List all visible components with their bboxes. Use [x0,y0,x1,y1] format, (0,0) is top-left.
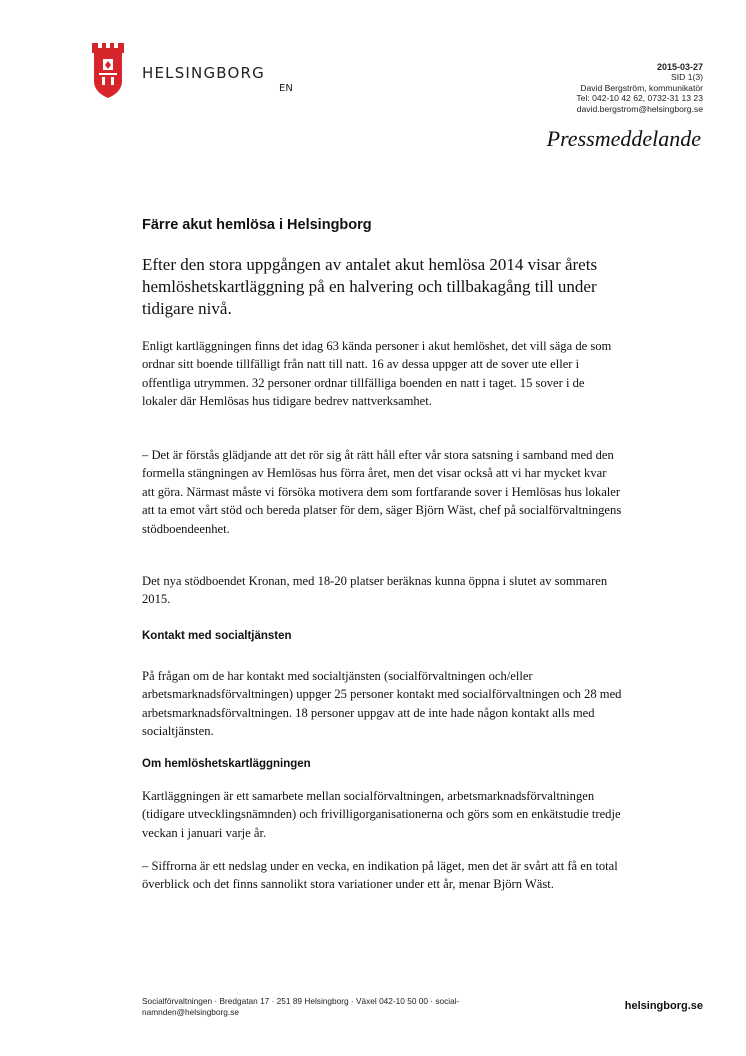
page-number: SID 1(3) [671,72,703,83]
document-date: 2015-03-27 [656,62,703,72]
section-heading: Kontakt med socialtjänsten [142,630,292,642]
contact-email: david.bergstrom@helsingborg.se [576,103,703,114]
body-paragraph: Kartläggningen är ett samarbete mellan socialförvaltningen, arbetsmarknadsförvaltningen (tidigare utvecklingsnämnden) och frivilligorganisationerna och görs som en enkätstudie tredje veckan i januari varje år. [142,789,621,840]
section-heading: Om hemlöshetskartläggningen [142,758,311,770]
body-paragraph: Enligt kartläggningen finns det idag 63 kända personer i akut hemlöshet, det vill säga de som ordnar sitt boende tillfälligt från natt till natt. 16 av dessa uppger att de sover ute eller i offentliga utrymmen. 32 personer ordnar tillfälliga boenden en natt i taget. 15 sover i de lokaler där Hemlösas hus tidigare bedrev nattverksamhet. [142,339,612,409]
document-type: Pressmeddelande [546,126,701,151]
document-meta [576,62,703,114]
footer-address [142,996,522,1017]
brand-name: HELSINGBORG [142,64,265,82]
contact-name: David Bergström, kommunikatör [580,82,703,93]
footer-address-line: namnden@helsingborg.se [142,1006,239,1017]
body-paragraph: – Siffrorna är ett nedslag under en vecka, en indikation på läget, men det är svårt att få en total överblick och det finns sannolikt stora variationer under ett år, menar Björn Wäst. [142,859,618,892]
brand-subtitle: EN [279,83,293,94]
article-lead: Efter den stora uppgången av antalet akut hemlösa 2014 visar årets hemlöshetskartläggning på en halvering och tillbakagång till under tidigare nivå. [142,255,598,318]
footer-website-link[interactable]: helsingborg.se [624,1000,703,1012]
body-paragraph: På frågan om de har kontakt med socialtjänsten (socialförvaltningen och/eller arbetsmarknadsförvaltningen) uppger 25 personer kontakt med socialförvaltningen och 28 med arbetsmarknadsförvaltningen. 18 personer uppgav att de inte hade någon kontakt alls med socialtjänsten. [142,669,622,739]
contact-phone: Tel: 042-10 42 62, 0732-31 13 23 [576,93,703,104]
body-paragraph: Det nya stödboendet Kronan, med 18-20 platser beräknas kunna öppna i slutet av sommaren 2015. [142,574,608,607]
helsingborg-crest-logo [91,43,125,98]
body-paragraph: – Det är förstås glädjande att det rör sig åt rätt håll efter vår stora satsning i samband med den formella stängningen av Hemlösas hus förra året, men det visar också att vi har mycket kvar att göra. Närmast måste vi försöka motivera dem som fortfarande sover i Hemlösas hus lokaler att ta emot vårt stöd och bereda platser för dem, säger Björn Wäst, chef på socialförvaltningens stödboendeenhet. [142,448,622,536]
article-headline: Färre akut hemlösa i Helsingborg [142,217,372,233]
footer-address-line: Socialförvaltningen · Bredgatan 17 · 251 89 Helsingborg · Växel 042-10 50 00 · social- [142,996,460,1006]
